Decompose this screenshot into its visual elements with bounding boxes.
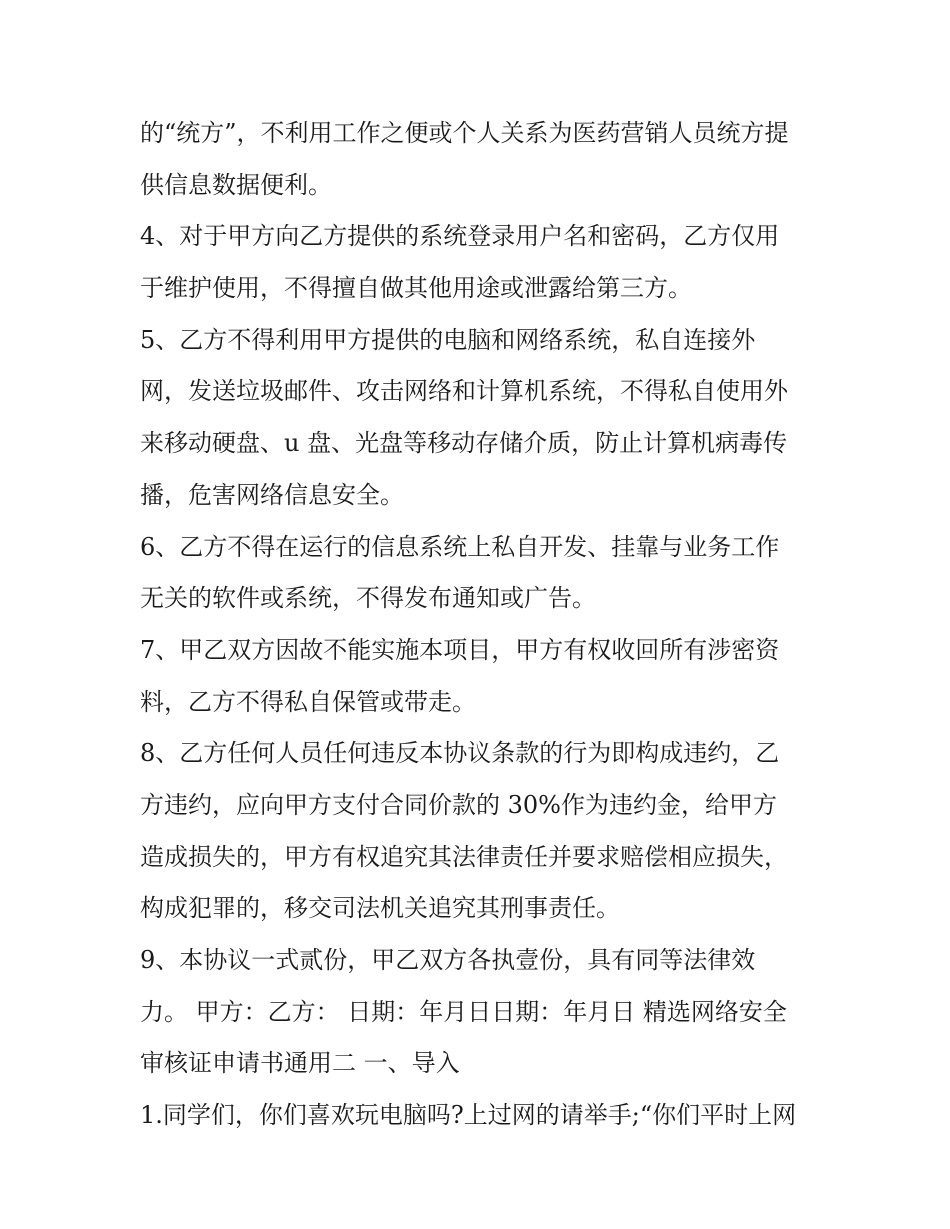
document-body: [140, 108, 820, 1142]
text-line: 料，乙方不得私自保管或带走。: [140, 687, 476, 716]
text-line: 6、乙方不得在运行的信息系统上私自开发、挂靠与业务工作: [140, 532, 780, 561]
text-line: 的“统方”，不利用工作之便或个人关系为医药营销人员统方提: [140, 119, 789, 147]
text-line: 方违约，应向甲方支付合同价款的 30%作为违约金，给甲方: [140, 790, 777, 819]
text-line: 供信息数据便利。: [140, 170, 332, 199]
text-line: 7、甲乙双方因故不能实施本项目，甲方有权收回所有涉密资: [140, 635, 780, 664]
text-line: 8、乙方任何人员任何违反本协议条款的行为即构成违约，乙: [140, 739, 780, 768]
text-line: 5、乙方不得利用甲方提供的电脑和网络系统，私自连接外: [140, 325, 756, 354]
text-line: 审核证申请书通用二 一、导入: [140, 1049, 460, 1078]
text-line: 来移动硬盘、u 盘、光盘等移动存储介质，防止计算机病毒传: [140, 429, 788, 458]
text-line: 9、本协议一式贰份，甲乙双方各执壹份，具有同等法律效: [140, 946, 756, 974]
text-line: 1.同学们，你们喜欢玩电脑吗?上过网的请举手;“你们平时上网: [140, 1101, 797, 1130]
text-line: 力。 甲方：乙方： 日期：年月日日期：年月日 精选网络安全: [140, 997, 787, 1026]
text-line: 于维护使用，不得擅自做其他用途或泄露给第三方。: [140, 274, 692, 303]
text-line: 播，危害网络信息安全。: [140, 480, 404, 509]
text-line: 无关的软件或系统，不得发布通知或广告。: [140, 584, 596, 613]
text-line: 构成犯罪的，移交司法机关追究其刑事责任。: [140, 894, 620, 923]
text-line: 4、对于甲方向乙方提供的系统登录用户名和密码，乙方仅用: [140, 222, 780, 251]
text-line: 网，发送垃圾邮件、攻击网络和计算机系统，不得私自使用外: [140, 377, 788, 406]
text-line: 造成损失的，甲方有权追究其法律责任并要求赔偿相应损失，: [140, 842, 788, 871]
